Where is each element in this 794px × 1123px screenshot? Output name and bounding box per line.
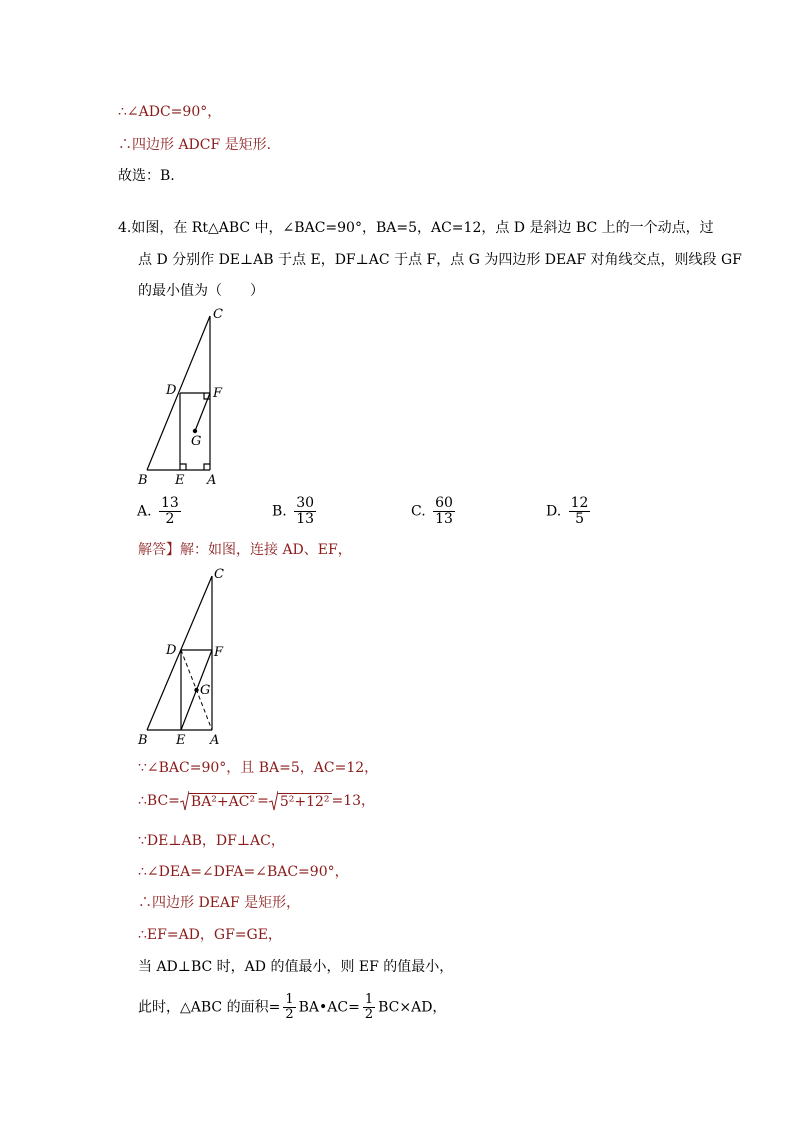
label-B: B: [138, 473, 148, 488]
option-c-fraction: $\frac{60}{13}$: [435, 495, 453, 527]
solution-step-3: ∵DE⊥AB，DF⊥AC，: [138, 833, 285, 849]
solution-step-5: ∴四边形 DEAF 是矩形，: [138, 895, 301, 911]
option-d-letter: D.: [546, 503, 562, 520]
label-B: B: [138, 733, 148, 748]
label-E: E: [176, 733, 186, 748]
solution-step-8: 此时，△ABC 的面积= $\frac{1}{2}$ BA•AC= $\frac{1}{2}$ BC×AD，: [138, 992, 447, 1022]
prev-line-2: ∴四边形 ADCF 是矩形.: [118, 137, 272, 153]
figure-1: [130, 300, 240, 492]
label-D: D: [166, 383, 177, 398]
label-C: C: [213, 307, 223, 322]
option-d[interactable]: [546, 496, 593, 527]
right-angle-E: [180, 464, 186, 470]
point-G: [193, 429, 197, 433]
solution-step-2: ∴BC= BA²+AC² = 5²+12² =13，: [138, 790, 375, 812]
option-d-fraction: $\frac{12}{5}$: [570, 495, 589, 527]
point-G: [194, 688, 198, 692]
fraction-half-2: $\frac{1}{2}$: [364, 992, 374, 1022]
right-angle-A: [204, 464, 210, 470]
option-b[interactable]: [272, 496, 319, 527]
label-G: G: [191, 434, 202, 449]
prev-line-1: ∴∠ADC=90°，: [118, 104, 222, 120]
segment-BC: [147, 576, 212, 730]
label-D: D: [166, 643, 177, 658]
option-c[interactable]: [411, 496, 458, 527]
solution-step-6: ∴EF=AD，GF=GE，: [138, 927, 282, 943]
label-A: A: [210, 733, 220, 748]
solution-step-1: ∵∠BAC=90°，且 BA=5，AC=12，: [138, 760, 379, 776]
label-E: E: [175, 473, 185, 488]
option-a-letter: A.: [137, 503, 152, 520]
solution-step-7: 当 AD⊥BC 时，AD 的值最小，则 EF 的值最小，: [138, 959, 454, 975]
option-c-letter: C.: [411, 503, 426, 520]
question-line-3: 的最小值为（ ）: [138, 283, 264, 299]
fraction-half-1: $\frac{1}{2}$: [285, 992, 294, 1022]
option-b-letter: B.: [272, 503, 287, 520]
question-line-1: 4.如图，在 Rt△ABC 中，∠BAC=90°，BA=5，AC=12，点 D 是斜边 BC 上的一个动点，过: [118, 220, 714, 236]
label-C: C: [214, 567, 224, 582]
label-F: F: [214, 645, 224, 660]
option-a[interactable]: [137, 496, 184, 527]
label-A: A: [207, 473, 217, 488]
label-F: F: [213, 386, 223, 401]
sqrt-ba-ac: BA²+AC²: [180, 790, 257, 812]
prev-line-3: 故选：B.: [118, 168, 175, 184]
figure-2: [130, 560, 240, 752]
solution-step-4: ∴∠DEA=∠DFA=∠BAC=90°，: [138, 864, 349, 880]
question-line-2: 点 D 分别作 DE⊥AB 于点 E，DF⊥AC 于点 F，点 G 为四边形 DEAF 对角线交点，则线段 GF: [138, 252, 742, 268]
sqrt-5-12: 5²+12²: [269, 790, 332, 812]
option-a-fraction: $\frac{13}{2}$: [161, 495, 179, 527]
answer-intro: 解答】解：如图，连接 AD、EF，: [138, 542, 352, 558]
label-G: G: [200, 683, 211, 698]
option-b-fraction: $\frac{30}{13}$: [296, 495, 315, 527]
